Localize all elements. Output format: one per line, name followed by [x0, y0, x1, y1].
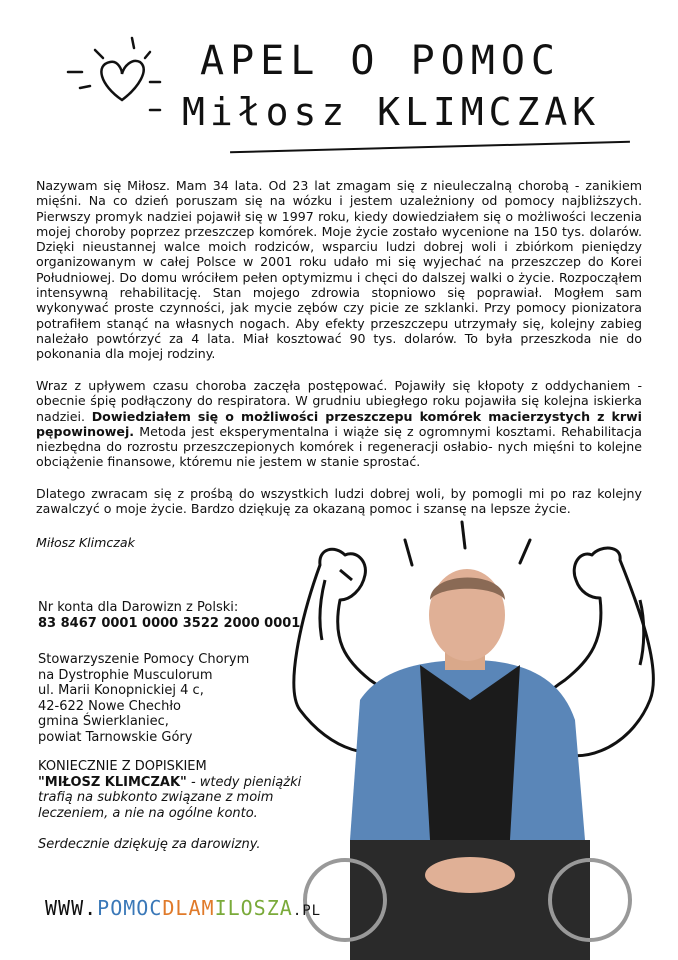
address-line: ul. Marii Konopnickiej 4 c, [38, 683, 204, 698]
title-line-2: Miłosz KLIMCZAK [182, 90, 601, 134]
quote-open: " [38, 774, 45, 790]
letter-paragraph-1: Nazywam się Miłosz. Mam 34 lata. Od 23 lat zmagam się z nieuleczalną chorobą - zanikiem mięśni. Na co dzień poruszam się na wózku i jestem uzależniony od pomocy najbliższych. Pierwszy promyk nadziei pojawił się w 1997 roku, kiedy dowiedziałem się o możliwości leczenia mojej choroby poprzez przeszczep komórek. Moje życie zostało wycenione na 150 tys. dolarów. Dzięki nieustannej walce moich rodziców, wsparciu ludzi dobrej woli i zbiórkom pieniędzy organizowanym w całej Polsce w 2001 roku udało mi się wyjechać na przeszczep do Korei Południowej. Do domu wróciłem pełen optymizmu i chęci do dalszej walki o życie. Rozpocząłem intensywną rehabilitację. Stan mojego zdrowia stopniowo się poprawiał. Mogłem sam wykonywać proste czynności, jak mycie zębów czy picie ze szklanki. Przy pomocy pionizatora potrafiłem stanąć na własnych nogach. Aby efekty przeszczepu utrzymały się, kolejny zabieg należało powtórzyć za 4 lata. Miał kosztować 90 tys. dolarów. To była przeszkoda nie do pokonania dla mojej rodziny. [36, 178, 642, 362]
person-in-wheelchair-photo [305, 569, 630, 960]
address-line: Stowarzyszenie Pomocy Chorym [38, 652, 250, 667]
thanks-text: Serdecznie dziękuję za darowizny. [38, 837, 261, 852]
letter-paragraph-2 [36, 378, 642, 470]
paragraph-2-end: Metoda jest eksperymentalna i wiąże się z ogromnymi kosztami. Rehabilitacja niezbędna do rozrostu przeszczepionych komórek i regeneracji osłabio- nych mięśni to kolejne obciążenie finansowe, któremu nie jestem w stanie sprostać. [36, 423, 642, 470]
title-line-1: APEL O POMOC [200, 38, 561, 84]
note-rest: - wtedy pieniążki trafią na subkonto związane z moim leczeniem, a nie na ogólne konto. [38, 774, 302, 821]
signature: Miłosz Klimczak [36, 535, 135, 550]
heart-doodle-icon [68, 38, 160, 110]
paragraph-2-bold: Dowiedziałem się o możliwości przeszczepu komórek macierzystych z krwi pępowinowej. [36, 408, 642, 439]
note-name: MIŁOSZ KLIMCZAK [44, 774, 181, 790]
address-line: powiat Tarnowskie Góry [38, 729, 193, 745]
account-number: 83 8467 0001 0000 3522 2000 0001 [38, 615, 301, 631]
note-heading: KONIECZNIE Z DOPISKIEM [38, 759, 207, 774]
quote-close: " [180, 774, 187, 790]
website-link[interactable] [45, 896, 321, 920]
account-block [38, 600, 300, 631]
url-part-3: ILOSZA [214, 896, 293, 920]
url-suffix: .PL [292, 903, 322, 919]
url-prefix: WWW. [45, 896, 98, 920]
address-block [38, 652, 249, 745]
ray-lines [405, 522, 530, 565]
address-line: na Dystrophie Musculorum [38, 667, 213, 683]
address-line: gmina Świerklaniec, [38, 714, 169, 729]
url-part-2: DLAM [162, 896, 215, 920]
account-label: Nr konta dla Darowizn z Polski: [38, 600, 239, 615]
transfer-note [38, 759, 308, 821]
letter-paragraph-3: Dlatego zwracam się z prośbą do wszystkich ludzi dobrej woli, by pomogli mi po raz kolejny zawalczyć o moje życie. Bardzo dziękuję za okazaną pomoc i szansę na lepsze życie. [36, 486, 642, 517]
paragraph-2-start: Wraz z upływem czasu choroba zaczęła postępować. Pojawiły się kłopoty z oddychaniem - obecnie śpię podłączony do respiratora. W grudniu ubiegłego roku pojawiła się kolejna iskierka nadziei. [36, 378, 642, 424]
address-line: 42-622 Nowe Chechło [38, 698, 181, 714]
url-part-1: POMOC [97, 896, 163, 920]
